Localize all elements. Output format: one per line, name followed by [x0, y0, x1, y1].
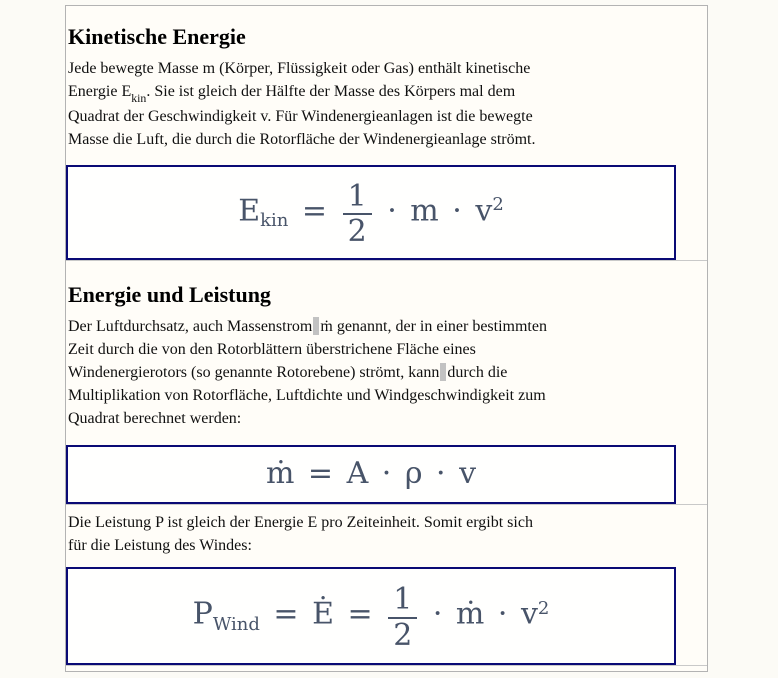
- formula-ekin: $E_{kin}$ = $\frac{1}{2}$ · $m \cdot v^2$: [238, 178, 504, 250]
- formula-row-ekin: [66, 165, 707, 261]
- subscript: kin: [260, 210, 289, 232]
- paragraph-kinetic-energy: Jede bewegte Masse m (Körper, Flüssigkeit oder Gas) enthält kinetische Energie $E_{kin}$. Sie ist gleich der Hälfte der Masse des Körpers mal dem Quadrat der Geschwindigkeit v. Für Windenergieanlagen ist die bewegte Masse die Luft, die durch die Rotorfläche der Windenergieanlage strömt.: [68, 60, 536, 148]
- formula-row-pwind: [66, 567, 707, 666]
- content-cell: [65, 5, 708, 672]
- formula-pwind: $P_{Wind}$ = Ė = $\frac{1}{2}$ · ṁ · $v^2$: [192, 582, 550, 653]
- subscript: kin: [131, 90, 147, 105]
- fraction: [388, 584, 417, 651]
- superscript: 2: [492, 194, 504, 216]
- fraction-numerator: 1: [388, 584, 417, 619]
- formula-box-massflow: [66, 445, 676, 504]
- fraction: [343, 178, 372, 250]
- heading-kinetische-energie: Kinetische Energie: [68, 24, 246, 49]
- formula-row-massflow: [66, 445, 707, 505]
- field-shading-bar: [440, 363, 446, 381]
- formula-box-pwind: [66, 567, 676, 665]
- fraction-denominator: 2: [347, 214, 367, 250]
- formula-massflow: ṁ = A · ρ · v: [265, 456, 477, 492]
- superscript: 2: [537, 597, 550, 619]
- subscript: Wind: [212, 613, 260, 635]
- formula-box-ekin: [66, 165, 676, 260]
- heading-energie-und-leistung: Energie und Leistung: [68, 281, 271, 307]
- fraction-numerator: 1: [343, 181, 372, 216]
- field-shading-bar: [313, 317, 319, 335]
- paragraph-power: Die Leistung P ist gleich der Energie E pro Zeiteinheit. Somit ergibt sich für die Leistung des Windes:: [68, 513, 533, 554]
- paragraph-mass-flow: Der Luftdurchsatz, auch Massenstrom ṁ genannt, der in einer bestimmten Zeit durch die von den Rotorblättern überstrichene Fläche eines Windenergierotors (so genannte Rotorebene) strömt, kann durch die Multiplikation von Rotorfläche, Luftdichte und Windgeschwindigkeit zum Quadrat berechnet werden:: [68, 317, 547, 427]
- fraction-denominator: 2: [393, 617, 413, 653]
